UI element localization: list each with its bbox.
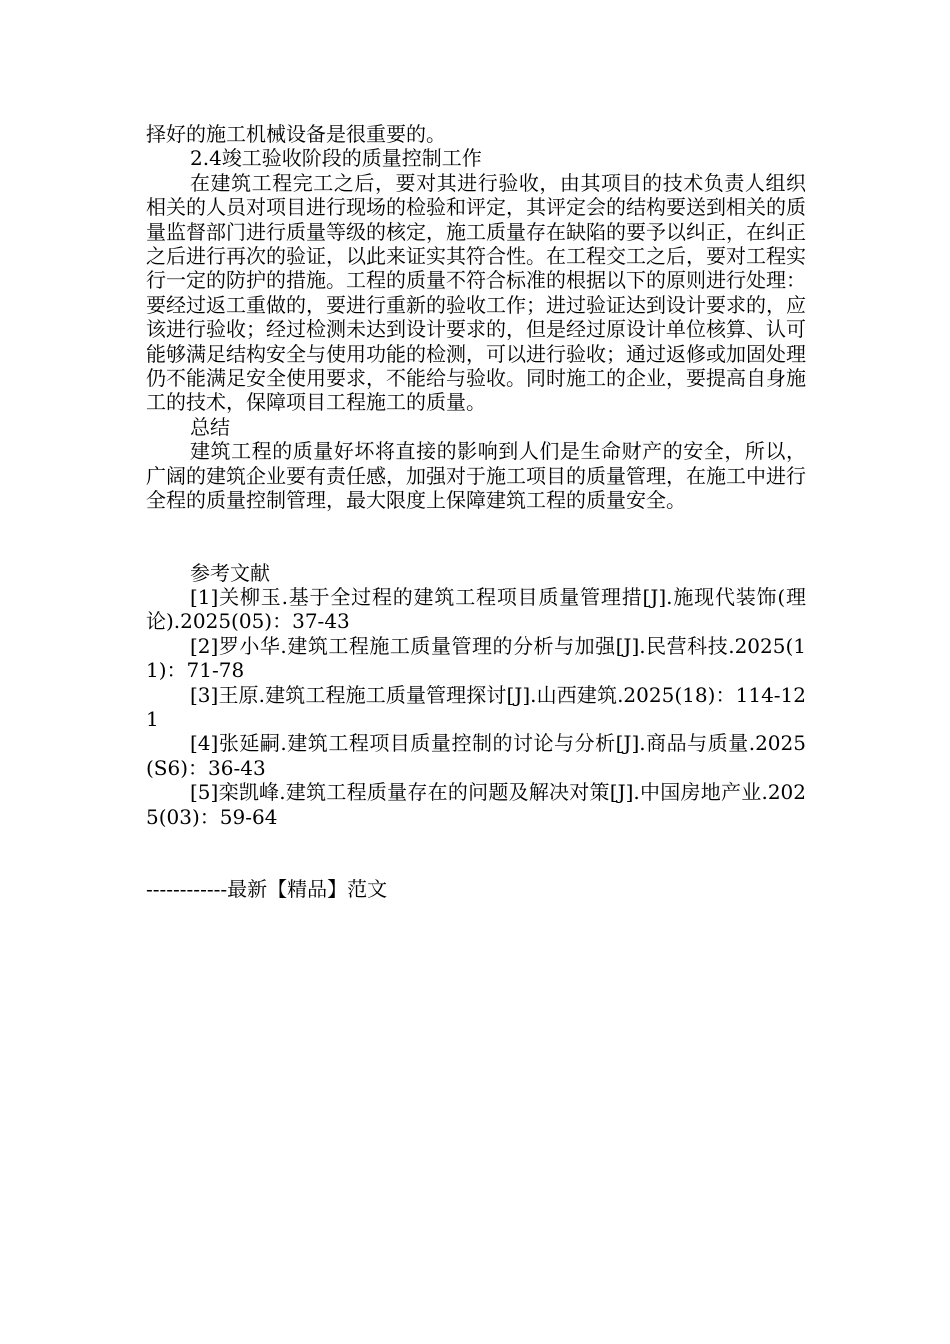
reference-item: [3]王原.建筑工程施工质量管理探讨[J].山西建筑.2025(18)：114-121 (146, 682, 806, 731)
reference-item: [4]张延嗣.建筑工程项目质量控制的讨论与分析[J].商品与质量.2025(S6)：36-43 (146, 731, 806, 780)
references-heading: 参考文献 (190, 560, 270, 585)
section-paragraph: 在建筑工程完工之后，要对其进行验收，由其项目的技术负责人组织相关的人员对项目进行现场的检验和评定，其评定会的结构要送到相关的质量监督部门进行质量等级的核定，施工质量存在缺陷的要予以纠正，在纠正之后进行再次的验证，以此来证实其符合性。在工程交工之后，要对工程实行一定的防护的措施。工程的质量不符合标准的根据以下的原则进行处理：要经过返工重做的，要进行重新的验收工作；进过验证达到设计要求的，应该进行验收；经过检测未达到设计要求的，但是经过原设计单位核算、认可能够满足结构安全与使用功能的检测，可以进行验收；通过返修或加固处理仍不能满足安全使用要求，不能给与验收。同时施工的企业，要提高自身施工的技术，保障项目工程施工的质量。 (146, 170, 806, 415)
section-heading: 2.4竣工验收阶段的质量控制工作 (190, 146, 482, 171)
references-list (146, 585, 806, 829)
continuation-text: 择好的施工机械设备是很重要的。 (146, 122, 446, 146)
reference-item: [1]关柳玉.基于全过程的建筑工程项目质量管理措[J].施现代装饰(理论).2025(05)：37-43 (146, 584, 806, 634)
spacer (146, 829, 806, 877)
footer-text: ------------最新【精品】范文 (146, 876, 388, 901)
reference-item: [2]罗小华.建筑工程施工质量管理的分析与加强[J].民营科技.2025(11)：71-78 (146, 633, 806, 683)
summary-heading: 总结 (190, 414, 230, 439)
reference-item: [5]栾凯峰.建筑工程质量存在的问题及解决对策[J].中国房地产业.2025(03)：59-64 (146, 780, 806, 829)
spacer (146, 513, 806, 561)
document-page (146, 122, 806, 901)
summary-paragraph: 建筑工程的质量好坏将直接的影响到人们是生命财产的安全，所以，广阔的建筑企业要有责任感，加强对于施工项目的质量管理，在施工中进行全程的质量控制管理，最大限度上保障建筑工程的质量安全。 (146, 439, 806, 513)
